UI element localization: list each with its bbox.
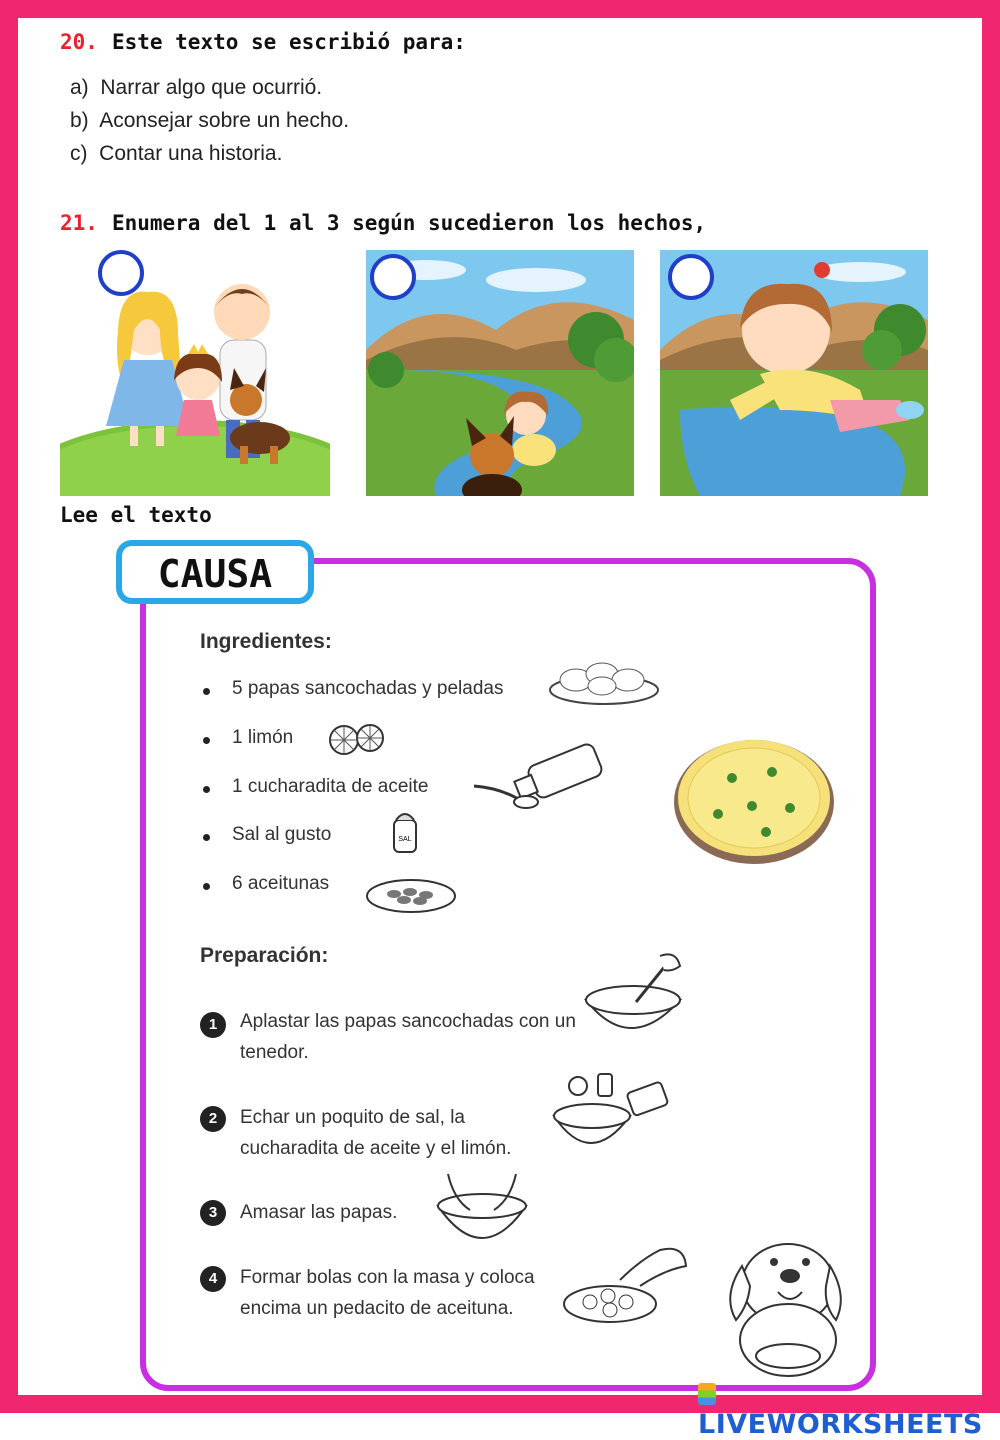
- ingredient-oil: 1 cucharadita de aceite: [232, 776, 429, 797]
- option-b-text: Aconsejar sobre un hecho.: [99, 109, 350, 132]
- question-20-text: Este texto se escribió para:: [111, 30, 466, 54]
- order-circle-2[interactable]: [370, 254, 416, 300]
- option-a-text: Narrar algo que ocurrió.: [100, 76, 323, 99]
- salt-shaker-illustration: [388, 806, 422, 856]
- question-21-number: 21.: [60, 211, 98, 235]
- mashing-bowl-illustration: [580, 950, 690, 1050]
- step-text-1: Aplastar las papas sancochadas con un tenedor.: [240, 1011, 576, 1063]
- step-text-4: Formar bolas con la masa y coloca encima un pedacito de aceituna.: [240, 1267, 535, 1319]
- question-21: [60, 211, 706, 235]
- step-number-1: 1: [200, 1012, 226, 1038]
- option-c[interactable]: [70, 142, 282, 166]
- olives-plate-illustration: [364, 874, 458, 916]
- step-number-3: 3: [200, 1200, 226, 1226]
- bullet: [203, 834, 210, 841]
- ingredient-potatoes: 5 papas sancochadas y peladas: [232, 678, 504, 699]
- forming-balls-illustration: [560, 1230, 690, 1330]
- ingredient-lemon: 1 limón: [232, 727, 294, 748]
- family-picture: [60, 250, 330, 496]
- girl-falling-picture: [660, 250, 928, 496]
- question-20: [60, 30, 466, 54]
- ingredient-salt: Sal al gusto: [232, 824, 332, 845]
- step-number-2: 2: [200, 1106, 226, 1132]
- question-21-text: Enumera del 1 al 3 según sucedieron los hechos,: [111, 211, 707, 235]
- ingredients-heading: Ingredientes:: [200, 630, 332, 653]
- river-dog-picture: [366, 250, 634, 496]
- option-a-letter: a): [70, 76, 89, 99]
- bullet: [203, 883, 210, 890]
- recipe-title: CAUSA: [157, 552, 273, 596]
- kneading-bowl-illustration: [434, 1170, 530, 1250]
- order-circle-3[interactable]: [668, 254, 714, 300]
- ingredient-olives: 6 aceitunas: [232, 873, 330, 894]
- order-circle-1[interactable]: [98, 250, 144, 296]
- preparation-heading: Preparación:: [200, 944, 329, 967]
- option-a[interactable]: [70, 76, 322, 100]
- dog-chef-illustration: [712, 1236, 852, 1382]
- bullet: [203, 688, 210, 695]
- option-b[interactable]: [70, 109, 349, 133]
- causa-dish-illustration: [672, 728, 836, 868]
- step-text-2: Echar un poquito de sal, la cucharadita de aceite y el limón.: [240, 1107, 512, 1159]
- read-text-label: Lee el texto: [60, 503, 212, 527]
- potatoes-plate-illustration: [546, 652, 662, 712]
- liveworksheets-logo[interactable]: [698, 1378, 1000, 1440]
- liveworksheets-logo-text: LIVEWORKSHEETS: [698, 1409, 983, 1440]
- recipe-title-box: [116, 540, 314, 604]
- salt-label: SAL: [398, 836, 412, 843]
- step-text-3: Amasar las papas.: [240, 1202, 398, 1223]
- option-c-letter: c): [70, 142, 88, 165]
- oil-spoon-illustration: [470, 740, 612, 812]
- lemon-illustration: [326, 722, 390, 758]
- step-number-4: 4: [200, 1266, 226, 1292]
- liveworksheets-logo-icon: [698, 1383, 716, 1405]
- option-c-text: Contar una historia.: [99, 142, 283, 165]
- option-b-letter: b): [70, 109, 89, 132]
- bullet: [203, 786, 210, 793]
- seasoning-bowl-illustration: [550, 1070, 674, 1162]
- question-20-number: 20.: [60, 30, 98, 54]
- bullet: [203, 737, 210, 744]
